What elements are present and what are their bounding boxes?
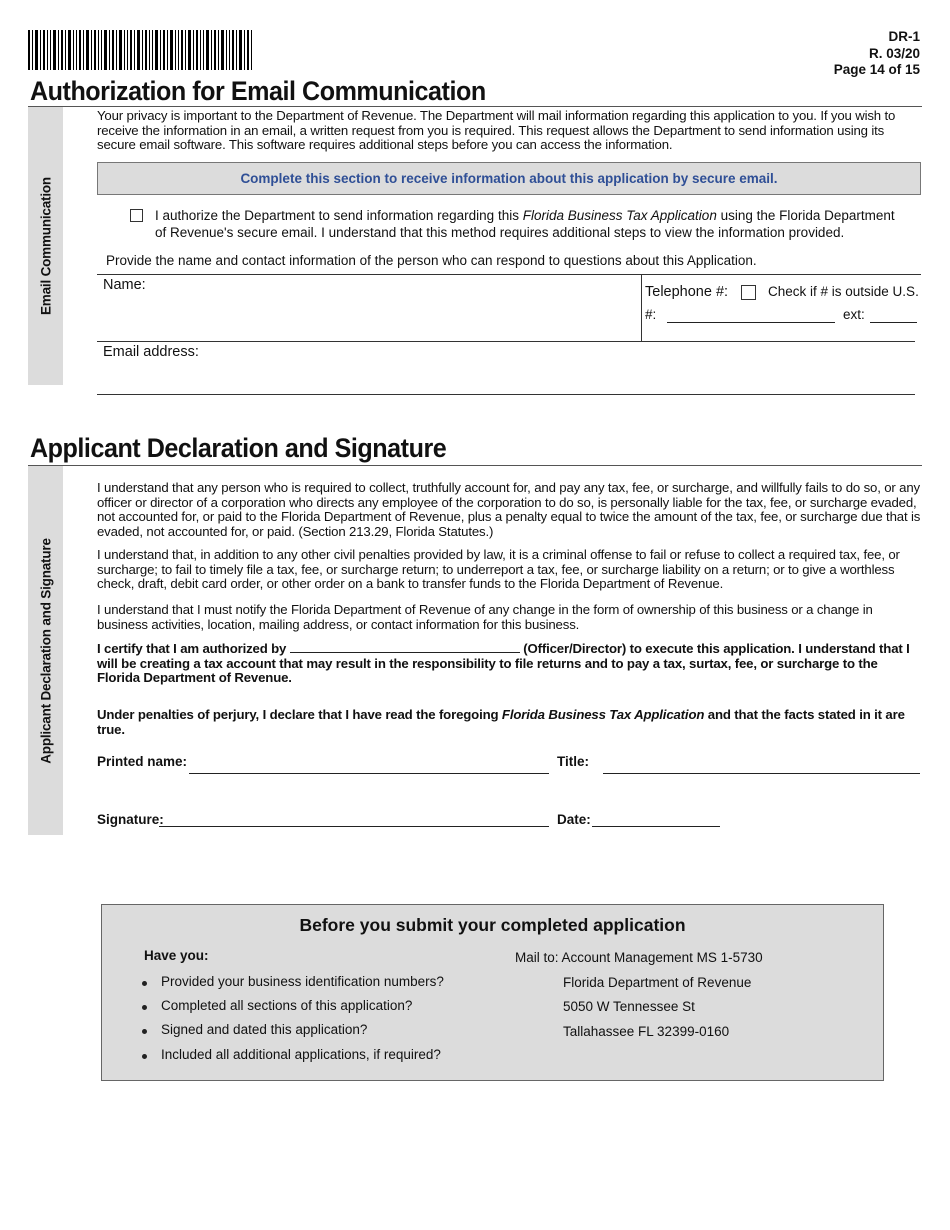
- authorize-email-checkbox[interactable]: [130, 209, 143, 222]
- authorize-email-text: [155, 207, 925, 241]
- declaration-paragraph-3: I understand that I must notify the Florida Department of Revenue of any change in the form of ownership of this business or a change in business activities, location, mailing address, or contact information for this business.: [97, 602, 873, 632]
- checklist-item-text: Completed all sections of this application?: [161, 998, 413, 1013]
- certify-text-post: (Officer/Director) to execute this application. I understand that I: [523, 641, 910, 656]
- perjury-text-italic: Florida Business Tax Application: [501, 707, 705, 722]
- outside-us-label: Check if # is outside U.S.: [768, 284, 919, 299]
- telephone-label: Telephone #:: [645, 284, 729, 300]
- phone-number-field[interactable]: [667, 322, 835, 323]
- email-section-title: Authorization for Email Communication: [30, 76, 486, 106]
- submit-checklist-box: [101, 904, 884, 1081]
- declaration-paragraph-1: I understand that any person who is required to collect, truthfully account for, and pay any tax, fee, or surcharge, and willfully fails to do so, or any officer or director of a corporation who directs any employee of the corporation to do so, is personally liable for the tax, fee, or surcharge evaded, not accounted for, or paid to the Florida Department of Revenue, plus a penalty equal to twice the amount of the tax, fee, or surcharge due that is evaded, not accounted for, or paid. (Section 213.29, Florida Statutes.): [97, 480, 921, 540]
- form-revision: R. 03/20: [868, 45, 920, 61]
- declaration-sidebar-label: Applicant Declaration and Signature: [38, 537, 53, 764]
- checklist-item-text: Included all additional applications, if required?: [161, 1047, 441, 1062]
- checklist-item-text: Provided your business identification numbers?: [161, 974, 444, 989]
- form-identifier: [834, 29, 920, 79]
- declaration-paragraph-2: I understand that, in addition to any other civil penalties provided by law, it is a criminal offense to fail or refuse to collect a required tax, fee, or surcharge; to fail to timely file a tax, fee, or surcharge return; to underreport a tax, fee, or surcharge liability on a return; or to give a worthless check, draft, debit card order, or other order on a bank to transfer funds to the Florida Department of Revenue.: [97, 547, 900, 592]
- email-sidebar: [28, 107, 63, 385]
- perjury-text-pre: Under penalties of perjury, I declare that I have read the foregoing: [97, 707, 502, 722]
- barcode: [28, 30, 252, 70]
- outside-us-checkbox[interactable]: [741, 285, 756, 300]
- perjury-statement: [97, 708, 922, 737]
- phone-ext-field[interactable]: [870, 322, 917, 323]
- checklist-item: [161, 1022, 367, 1037]
- name-label: Name:: [103, 277, 146, 293]
- provide-contact-text: Provide the name and contact information of the person who can respond to questions about this Application.: [106, 253, 757, 268]
- checklist-item-text: Signed and dated this application?: [161, 1022, 368, 1037]
- certify-text-rest: will be creating a tax account that may result in the responsibility to file returns and to pay a tax, surtax, fee, or surcharge to the Florida Department of Revenue.: [97, 655, 878, 686]
- form-number: DR-1: [888, 29, 920, 44]
- declaration-section-title: Applicant Declaration and Signature: [30, 433, 447, 463]
- title-field[interactable]: [603, 773, 920, 774]
- checklist-item: [161, 1047, 441, 1062]
- date-field[interactable]: [592, 826, 720, 827]
- email-intro-text: Your privacy is important to the Department of Revenue. The Department will mail information regarding this application to you. If you wish to receive the information in an email, a written request from you is required. This request allows the Department to send information using its secure email software. This software requires additional steps before you can access the information.: [97, 108, 896, 153]
- mail-address-line: Florida Department of Revenue: [563, 975, 752, 990]
- ext-label: ext:: [843, 307, 865, 322]
- signature-label: Signature:: [97, 812, 164, 827]
- number-label: #:: [645, 307, 657, 322]
- checklist-item: [161, 998, 412, 1013]
- declaration-title-rule: [28, 465, 922, 466]
- have-you-label: Have you:: [144, 948, 209, 963]
- name-field[interactable]: [100, 296, 636, 338]
- checklist-item: [161, 974, 444, 989]
- email-sidebar-label: Email Communication: [38, 177, 53, 315]
- mail-to-line: Mail to: Account Management MS 1-5730: [515, 950, 763, 965]
- title-label: Title:: [557, 754, 590, 769]
- perjury-text-post: and that the facts stated in it are true.: [97, 707, 905, 737]
- mail-address-line: 5050 W Tennessee St: [563, 999, 695, 1014]
- contact-grid-top-rule: [97, 274, 921, 275]
- declaration-sidebar: [28, 466, 63, 835]
- submit-box-heading: Before you submit your completed application: [299, 915, 686, 935]
- certify-text-pre: I certify that I am authorized by: [97, 641, 287, 656]
- email-address-label: Email address:: [103, 344, 199, 360]
- authorize-text-italic: Florida Business Tax Application: [522, 208, 717, 223]
- contact-grid-divider: [641, 274, 642, 342]
- email-title-rule: [28, 106, 922, 107]
- authorize-text-line2: of Revenue's secure email. I understand that this method requires additional steps to view the information provided.: [155, 225, 845, 240]
- date-label: Date:: [557, 812, 591, 827]
- authorized-by-field[interactable]: [290, 641, 520, 653]
- contact-grid-mid-rule: [97, 341, 915, 342]
- page-number: Page 14 of 15: [833, 62, 920, 77]
- signature-field[interactable]: [159, 826, 549, 827]
- authorize-text-pre: I authorize the Department to send information regarding this: [155, 208, 523, 223]
- printed-name-label: Printed name:: [97, 754, 188, 769]
- certify-statement: [97, 641, 922, 686]
- secure-email-banner: Complete this section to receive information about this application by secure email.: [97, 162, 921, 195]
- mail-address-line: Tallahassee FL 32399-0160: [563, 1024, 730, 1039]
- printed-name-field[interactable]: [189, 773, 549, 774]
- email-address-field[interactable]: [97, 394, 915, 395]
- authorize-text-post: using the Florida Department: [716, 208, 895, 223]
